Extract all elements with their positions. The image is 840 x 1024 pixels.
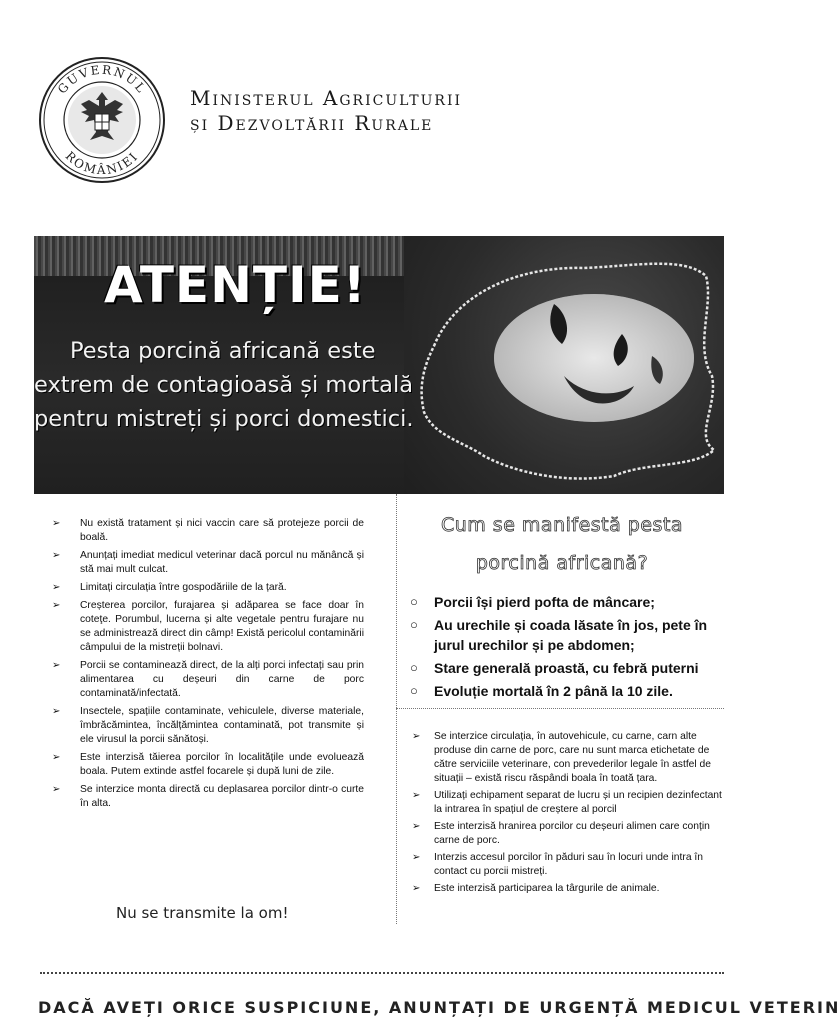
list-item: ➢ Porcii se contaminează direct, de la alți porci infectați sau prin alimentarea cu deșeuri din carne de porc contaminată/infectată.: [52, 660, 364, 699]
ministry-line-1: Ministerul Agriculturii: [190, 86, 463, 110]
arrow-bullet-icon: ➢: [52, 550, 61, 561]
list-item: ○ Stare generală proastă, cu febră puterni: [410, 660, 699, 676]
right-section-divider: [396, 708, 724, 709]
list-item: ➢ Este interzisă tăierea porcilor în localitățile unde evoluează boala. Putem extinde astfel focarele și după luni de zile.: [52, 752, 364, 777]
footer-alert: DACĂ AVEȚI ORICE SUSPICIUNE, ANUNȚAȚI DE URGENȚĂ MEDICUL VETERIN: [38, 998, 840, 1017]
ministry-name: [190, 86, 462, 136]
list-item: ➢ Interzis accesul porcilor în păduri sau în locuri unde intra în contact cu porcii mistreți.: [412, 852, 704, 877]
list-item: ➢ Nu există tratament și nici vaccin care să protejeze porcii de boală.: [52, 518, 364, 543]
arrow-bullet-icon: ➢: [52, 582, 61, 593]
arrow-bullet-icon: ➢: [412, 731, 421, 742]
symptoms-heading-line-2: porcină africană?: [475, 552, 649, 574]
banner-line-2: extrem de contagioasă și mortală: [34, 372, 413, 398]
circle-bullet-icon: ○: [410, 683, 418, 698]
column-divider: [396, 494, 397, 924]
list-item: ➢ Anunțați imediat medicul veterinar dacă porcul nu mănâncă și stă mai mult culcat.: [52, 550, 364, 575]
list-item: ➢ Este interzisă hranirea porcilor cu deșeuri alimen care conțin carne de porc.: [412, 821, 710, 846]
list-item: ➢ Este interzisă participarea la târgurile de animale.: [412, 883, 660, 894]
arrow-bullet-icon: ➢: [52, 706, 61, 717]
warning-banner: [34, 236, 724, 494]
government-seal-icon: [38, 56, 166, 184]
not-transmitted-to-humans-note: Nu se transmite la om!: [116, 904, 289, 922]
list-item: ➢ Insectele, spațiile contaminate, vehiculele, diverse materiale, îmbrăcămintea, încălțămintea contaminată, pot transmite și ele virusul la porcii sănătoși.: [52, 706, 364, 745]
arrow-bullet-icon: ➢: [52, 784, 61, 795]
arrow-bullet-icon: ➢: [412, 790, 421, 801]
symptoms-list: [410, 592, 724, 704]
arrow-bullet-icon: ➢: [52, 518, 61, 529]
banner-line-1: Pesta porcină africană este: [70, 338, 376, 364]
banner-line-3: pentru mistreți și porci domestici.: [34, 406, 414, 432]
circle-bullet-icon: ○: [410, 594, 418, 609]
list-item: ➢ Se interzice monta directă cu deplasarea porcilor dintr-o curte în alta.: [52, 784, 364, 809]
arrow-bullet-icon: ➢: [52, 660, 61, 671]
list-item: ➢ Se interzice circulația, în autovehicule, cu carne, carn alte produse din carne de porc, care nu sunt marca etichetate de către serviciile veterinare, con prevederilor legale în astfel de situații – există riscu răspândi boala în toată țara.: [412, 731, 712, 784]
banner-title: ATENȚIE!: [104, 256, 367, 314]
ministry-line-2: și Dezvoltării Rurale: [190, 111, 434, 135]
left-advice-list: [52, 517, 364, 815]
arrow-bullet-icon: ➢: [52, 600, 61, 611]
arrow-bullet-icon: ➢: [52, 752, 61, 763]
bottom-dotted-rule: [40, 972, 724, 974]
list-item: ○ Porcii își pierd pofta de mâncare;: [410, 594, 655, 610]
circle-bullet-icon: ○: [410, 617, 418, 632]
list-item: ➢ Limitați circulația între gospodăriile de la țară.: [52, 582, 287, 593]
list-item: ○ Evoluție mortală în 2 până la 10 zile.: [410, 683, 673, 699]
list-item: ➢ Utilizați echipament separat de lucru și un recipien dezinfectant la intrarea în spațiul de creștere al porcil: [412, 790, 722, 815]
arrow-bullet-icon: ➢: [412, 852, 421, 863]
list-item: ➢ Creșterea porcilor, furajarea și adăparea se face doar în coteţe. Porumbul, lucerna și alte vegetale pentru furajare nu se administrează direct din câmp! Există pericolul contaminării câmpului de la mistreții bolnavi.: [52, 600, 364, 653]
svg-text:ROMÂNIEI: ROMÂNIEI: [62, 148, 142, 178]
right-restrictions-list: [412, 730, 724, 899]
arrow-bullet-icon: ➢: [412, 821, 421, 832]
svg-text:GUVERNUL: GUVERNUL: [54, 62, 150, 97]
circle-bullet-icon: ○: [410, 660, 418, 675]
list-item: ○ Au urechile și coada lăsate în jos, pete în jurul urechilor și pe abdomen;: [410, 617, 708, 653]
arrow-bullet-icon: ➢: [412, 883, 421, 894]
symptoms-heading-line-1: Cum se manifestă pesta: [440, 514, 684, 536]
romania-map-icon: [394, 236, 724, 494]
